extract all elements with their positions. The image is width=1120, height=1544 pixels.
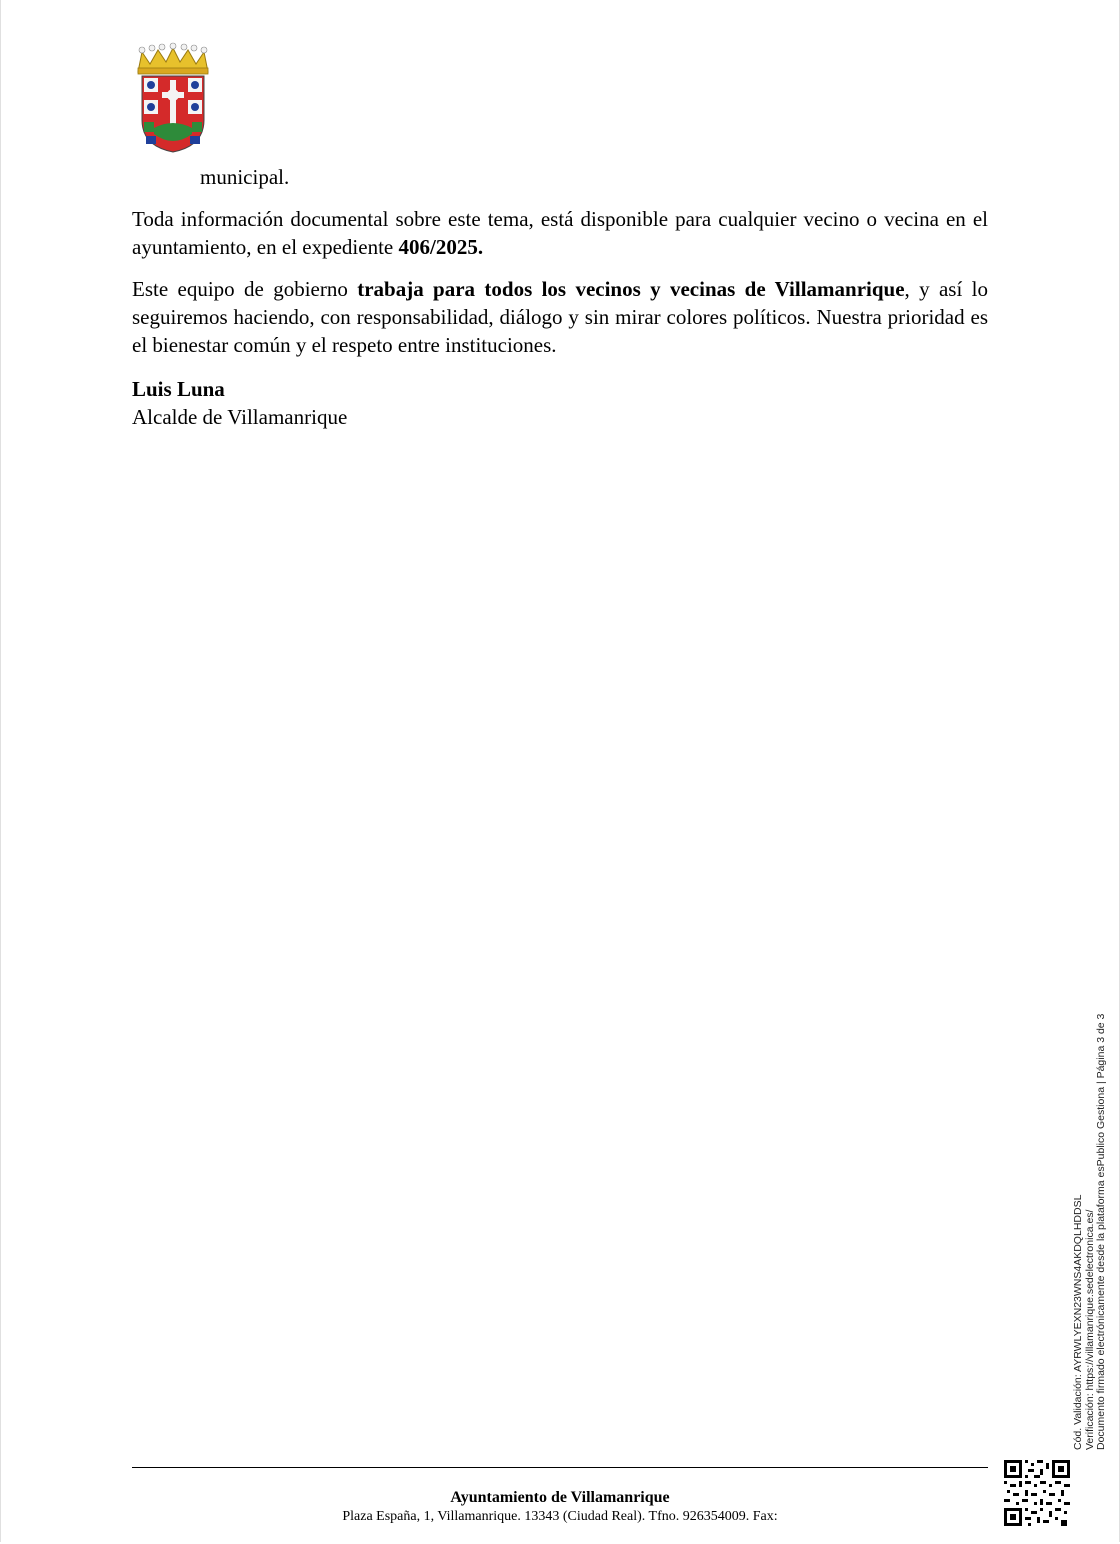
paragraph-documentation (132, 205, 988, 261)
file-number: 406/2025. (398, 235, 484, 259)
paragraph-text: , y así lo seguiremos haciendo, con responsabilidad, diálogo y sin mirar colores políticos. Nuestra prioridad es el bienestar común y el respeto entre instituciones. (132, 277, 988, 357)
municipal-coat-of-arms (130, 42, 216, 154)
continuation-text: municipal. (200, 165, 290, 189)
footer-divider (132, 1467, 988, 1468)
signatory-title: Alcalde de Villamanrique (132, 405, 348, 429)
footer-address: Plaza España, 1, Villamanrique. 13343 (Ciudad Real). Tfno. 926354009. Fax: (342, 1509, 778, 1524)
footer-organization: Ayuntamiento de Villamanrique (450, 1489, 670, 1506)
verification-url: Verificación: https://villamanrique.sedelectronica.es/ (1083, 1209, 1096, 1450)
paragraph-text: Este equipo de gobierno (132, 277, 358, 301)
paragraph-text: Toda información documental sobre este tema, está disponible para cualquier vecino o vecina en el ayuntamiento, en el expediente (132, 207, 988, 259)
signatory-name: Luis Luna (132, 377, 225, 401)
crown-icon (138, 43, 208, 74)
signature-note: Documento firmado electrónicamente desde la plataforma esPublico Gestiona | Página 3 de 3 (1095, 1013, 1107, 1450)
validation-code: Cód. Validación: AYRWLYEXN23WNS4AKDQLHDDSL (1072, 1194, 1084, 1450)
qr-code-icon (1004, 1460, 1070, 1526)
paragraph-government (132, 275, 988, 359)
validation-stamp (1073, 1014, 1108, 1450)
emphasis-text: trabaja para todos los vecinos y vecinas de Villamanrique (357, 277, 905, 301)
